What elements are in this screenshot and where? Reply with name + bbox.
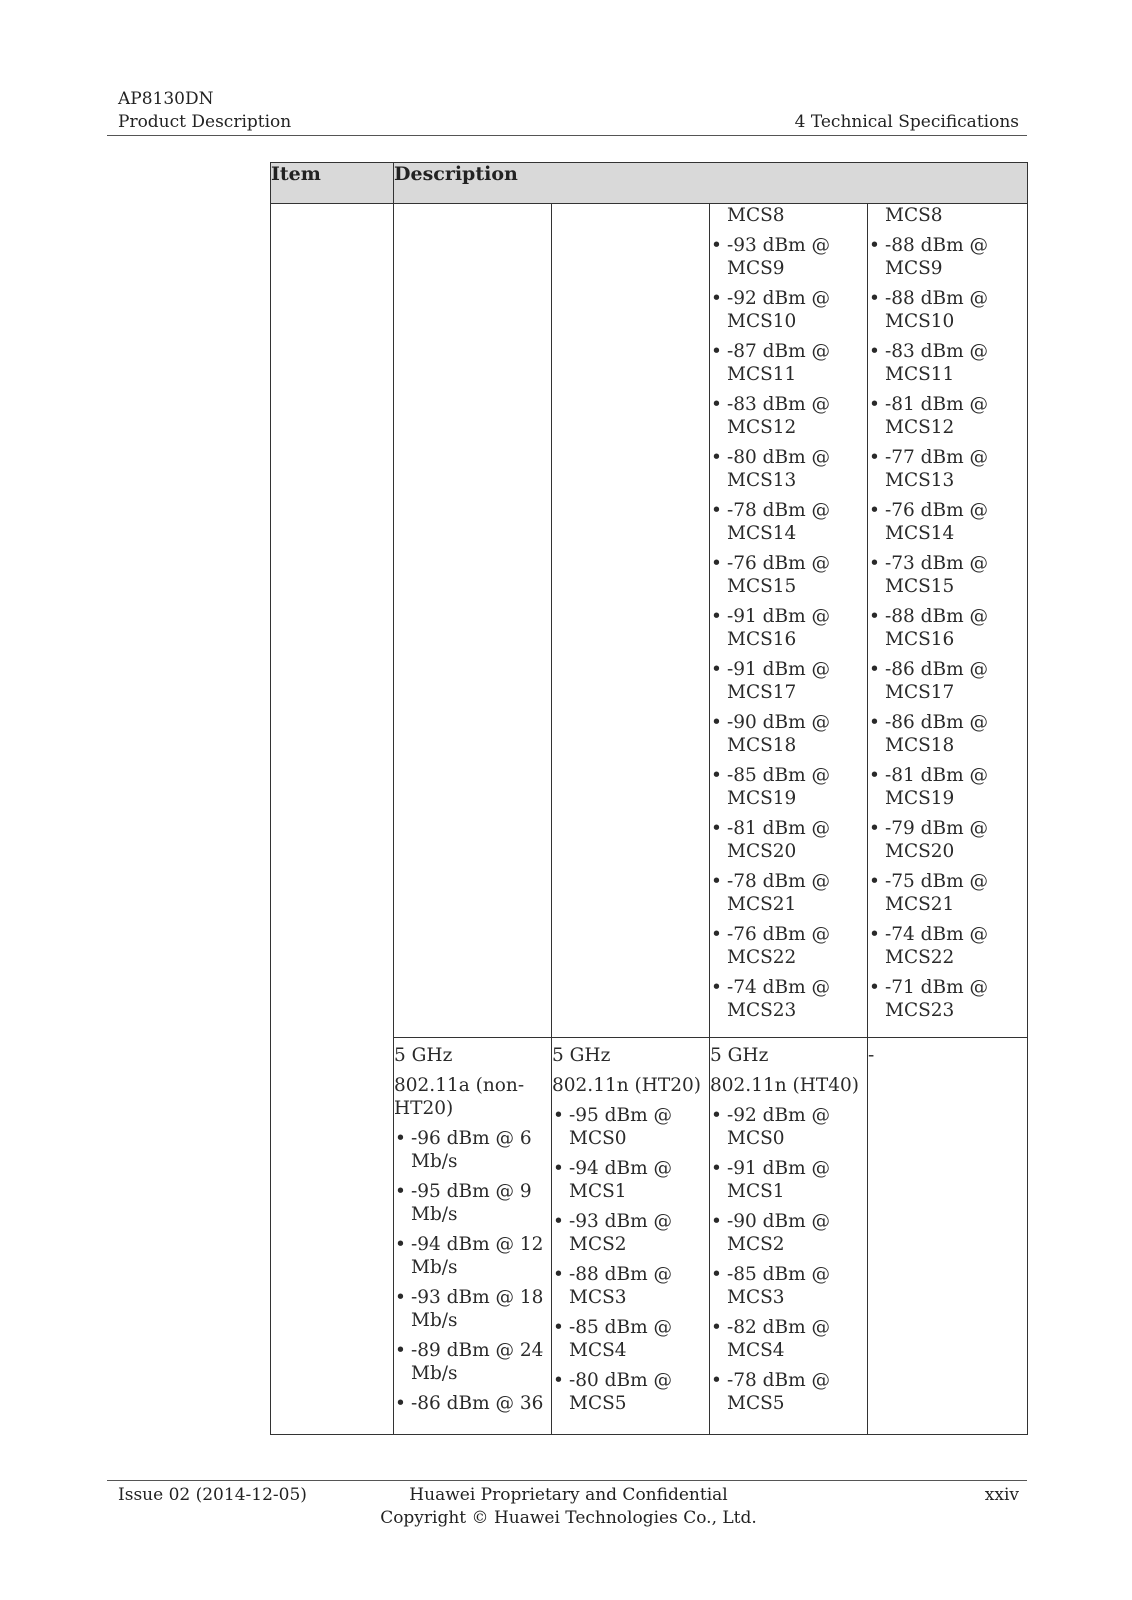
page-footer [118, 1484, 1019, 1530]
list-item: • -91 dBm @ MCS17 [710, 658, 867, 704]
list-item: • -83 dBm @ MCS12 [710, 393, 867, 439]
mode-label: 802.11a (non-HT20) [394, 1075, 525, 1119]
desc-cell-r1c4 [868, 204, 1028, 1038]
list-item: • -94 dBm @ MCS1 [552, 1157, 709, 1203]
list-item: • -85 dBm @ MCS4 [552, 1316, 709, 1362]
list-item: • -95 dBm @ 9 Mb/s [394, 1180, 551, 1226]
col-header-description: Description [394, 163, 1028, 204]
list-item: • -76 dBm @ MCS14 [868, 499, 1027, 545]
list-item: • -81 dBm @ MCS20 [710, 817, 867, 863]
list-item: • -94 dBm @ 12 Mb/s [394, 1233, 551, 1279]
sensitivity-list [868, 234, 1027, 1022]
mode-label: 802.11n (HT20) [552, 1075, 701, 1096]
list-item: • -85 dBm @ MCS19 [710, 764, 867, 810]
header-doc-title: Product Description [118, 112, 292, 132]
list-item: • -74 dBm @ MCS23 [710, 976, 867, 1022]
list-item: • -92 dBm @ MCS10 [710, 287, 867, 333]
list-item: • -86 dBm @ MCS17 [868, 658, 1027, 704]
footer-issue: Issue 02 (2014-12-05) [118, 1485, 307, 1505]
list-item: • -86 dBm @ 36 [394, 1392, 551, 1415]
item-cell [271, 204, 394, 1435]
list-item: • -82 dBm @ MCS4 [710, 1316, 867, 1362]
desc-cell-r2c2 [552, 1038, 710, 1435]
list-item: • -95 dBm @ MCS0 [552, 1104, 709, 1150]
list-item: • -88 dBm @ MCS3 [552, 1263, 709, 1309]
list-item: • -85 dBm @ MCS3 [710, 1263, 867, 1309]
list-item: • -79 dBm @ MCS20 [868, 817, 1027, 863]
continued-value: MCS8 [727, 205, 785, 226]
list-item: • -81 dBm @ MCS19 [868, 764, 1027, 810]
header-product: AP8130DN [118, 89, 214, 109]
list-item: • -76 dBm @ MCS15 [710, 552, 867, 598]
table-header-row [271, 163, 1028, 204]
list-item: • -91 dBm @ MCS16 [710, 605, 867, 651]
list-item: • -89 dBm @ 24 Mb/s [394, 1339, 551, 1385]
band-label: 5 GHz [710, 1045, 769, 1066]
list-item: • -80 dBm @ MCS13 [710, 446, 867, 492]
list-item: • -78 dBm @ MCS5 [710, 1369, 867, 1415]
list-item: • -88 dBm @ MCS9 [868, 234, 1027, 280]
list-item: • -83 dBm @ MCS11 [868, 340, 1027, 386]
list-item: • -73 dBm @ MCS15 [868, 552, 1027, 598]
desc-cell-r1c2 [552, 204, 710, 1038]
list-item: • -93 dBm @ 18 Mb/s [394, 1286, 551, 1332]
list-item: • -88 dBm @ MCS16 [868, 605, 1027, 651]
list-item: • -90 dBm @ MCS18 [710, 711, 867, 757]
list-item: • -90 dBm @ MCS2 [710, 1210, 867, 1256]
list-item: • -86 dBm @ MCS18 [868, 711, 1027, 757]
list-item: • -93 dBm @ MCS9 [710, 234, 867, 280]
list-item: • -93 dBm @ MCS2 [552, 1210, 709, 1256]
band-label: 5 GHz [552, 1045, 611, 1066]
footer-copyright: Copyright © Huawei Technologies Co., Ltd. [380, 1508, 757, 1528]
desc-cell-r1c3 [710, 204, 868, 1038]
band-label: 5 GHz [394, 1045, 453, 1066]
list-item: • -87 dBm @ MCS11 [710, 340, 867, 386]
desc-cell-r1c1 [394, 204, 552, 1038]
page-header [118, 88, 1019, 134]
desc-cell-r2c1 [394, 1038, 552, 1435]
desc-cell-r2c4 [868, 1038, 1028, 1435]
desc-cell-r2c3 [710, 1038, 868, 1435]
list-item: • -77 dBm @ MCS13 [868, 446, 1027, 492]
list-item: • -81 dBm @ MCS12 [868, 393, 1027, 439]
list-item: • -92 dBm @ MCS0 [710, 1104, 867, 1150]
list-item: • -78 dBm @ MCS21 [710, 870, 867, 916]
list-item: • -88 dBm @ MCS10 [868, 287, 1027, 333]
sensitivity-list [710, 1104, 867, 1415]
sensitivity-list [710, 234, 867, 1022]
list-item: • -96 dBm @ 6 Mb/s [394, 1127, 551, 1173]
col-header-item: Item [271, 163, 394, 204]
table-row [271, 204, 1028, 1038]
spec-table [270, 162, 1028, 1435]
sensitivity-list [552, 1104, 709, 1415]
list-item: • -74 dBm @ MCS22 [868, 923, 1027, 969]
footer-divider [107, 1480, 1027, 1481]
footer-confidential: Huawei Proprietary and Confidential [409, 1485, 728, 1505]
list-item: • -78 dBm @ MCS14 [710, 499, 867, 545]
list-item: • -71 dBm @ MCS23 [868, 976, 1027, 1022]
list-item: • -75 dBm @ MCS21 [868, 870, 1027, 916]
sensitivity-list [394, 1127, 551, 1415]
list-item: • -91 dBm @ MCS1 [710, 1157, 867, 1203]
mode-label: 802.11n (HT40) [710, 1075, 859, 1096]
footer-page-number: xxiv [984, 1485, 1019, 1505]
list-item: • -80 dBm @ MCS5 [552, 1369, 709, 1415]
empty-value: - [868, 1045, 875, 1066]
continued-value: MCS8 [885, 205, 943, 226]
header-chapter: 4 Technical Specifications [794, 112, 1019, 132]
header-divider [107, 135, 1027, 136]
list-item: • -76 dBm @ MCS22 [710, 923, 867, 969]
